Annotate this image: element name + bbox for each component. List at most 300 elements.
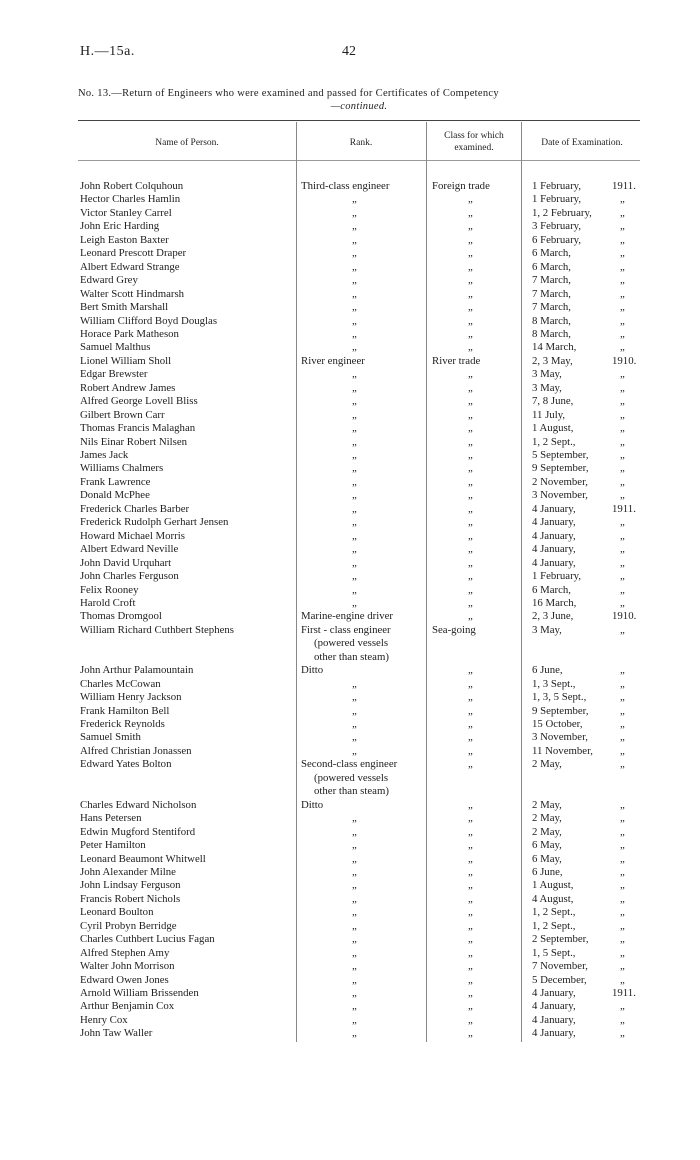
person-name: Arnold William Brissenden (80, 987, 199, 999)
date-cell: 3 May, (532, 381, 562, 394)
rank-cell: „ (352, 987, 357, 999)
person-name: Charles Edward Nicholson (80, 798, 197, 811)
rank-cell: „ (352, 960, 357, 973)
year-cell: „ (620, 247, 625, 260)
class-cell: „ (468, 892, 473, 905)
rank-cell: „ (352, 812, 357, 825)
date-cell: 1 February, (532, 180, 582, 192)
person-name: William Henry Jackson (80, 691, 182, 704)
year-cell: „ (620, 906, 625, 919)
class-cell: „ (468, 933, 473, 946)
year-cell: „ (620, 368, 625, 381)
date-cell: 1 February, (532, 193, 582, 206)
person-name: Edward Grey (80, 274, 138, 287)
person-name: Hans Petersen (80, 812, 142, 825)
date-cell: 1, 2 Sept., (532, 919, 576, 932)
person-name: Albert Edward Neville (80, 543, 179, 556)
column-header-name: Name of Person. (155, 138, 219, 148)
class-cell: „ (468, 691, 473, 704)
person-name: Frederick Rudolph Gerhart Jensen (80, 516, 229, 529)
class-cell: „ (468, 435, 473, 448)
person-name: John Taw Waller (80, 1027, 153, 1040)
rank-cell: First - class engineer (301, 623, 391, 636)
person-name: Edward Yates Bolton (80, 758, 172, 771)
year-cell: „ (620, 475, 625, 488)
year-cell: „ (620, 193, 625, 206)
year-cell: „ (620, 718, 625, 730)
rank-cell: Ditto (301, 664, 324, 677)
date-cell: 4 January, (532, 529, 576, 542)
year-cell: „ (620, 879, 625, 892)
person-name: Alfred Stephen Amy (80, 946, 170, 959)
year-cell: „ (620, 556, 625, 569)
year-cell: „ (620, 812, 625, 825)
year-cell: „ (620, 274, 625, 287)
class-cell: „ (468, 206, 473, 219)
date-cell: 3 November, (532, 489, 588, 502)
class-cell: „ (468, 960, 473, 973)
year-cell: „ (620, 933, 625, 946)
class-cell: River trade (432, 354, 481, 367)
person-name: Edwin Mugford Stentiford (80, 825, 196, 838)
year-cell: „ (620, 691, 625, 704)
person-name: John David Urquhart (80, 556, 172, 569)
year-cell: „ (620, 919, 625, 932)
date-cell: 6 March, (532, 583, 571, 596)
person-name: Peter Hamilton (80, 839, 146, 852)
rank-cell: „ (352, 260, 357, 273)
person-name: Howard Michael Morris (80, 529, 185, 542)
rank-cell: „ (352, 287, 357, 300)
class-cell: „ (468, 906, 473, 919)
person-name: Leonard Boulton (80, 906, 154, 919)
person-name: Edward Owen Jones (80, 973, 169, 986)
class-cell: „ (468, 677, 473, 690)
year-cell: „ (620, 327, 625, 340)
date-cell: 1, 5 Sept., (532, 946, 576, 959)
date-cell: 2 September, (532, 933, 589, 946)
class-cell: „ (468, 1027, 473, 1040)
person-name: Frank Lawrence (80, 475, 151, 488)
rank-cell: „ (352, 919, 357, 932)
class-cell: „ (468, 718, 473, 730)
class-cell: Foreign trade (432, 180, 490, 192)
year-cell: „ (620, 220, 625, 233)
class-cell: „ (468, 758, 473, 771)
class-cell: „ (468, 543, 473, 556)
rank-cell: „ (352, 879, 357, 892)
date-cell: 1, 2 Sept., (532, 435, 576, 448)
rank-cell: „ (352, 933, 357, 946)
class-cell: „ (468, 462, 473, 475)
person-name: Walter Scott Hindmarsh (80, 287, 185, 300)
rank-cell: „ (352, 973, 357, 986)
date-cell: 3 May, (532, 368, 562, 381)
person-name: Bert Smith Marshall (80, 301, 169, 314)
column-header-class: Class for which examined. (444, 131, 504, 153)
rank-cell: „ (352, 570, 357, 583)
rank-cell: „ (352, 1000, 357, 1013)
rank-cell: Marine-engine driver (301, 610, 394, 623)
date-cell: 4 January, (532, 1013, 576, 1026)
person-name: Gilbert Brown Carr (80, 408, 165, 421)
date-cell: 2 November, (532, 475, 588, 488)
rank-cell: „ (352, 233, 357, 246)
person-name: Alfred George Lovell Bliss (80, 395, 198, 408)
date-cell: 15 October, (532, 718, 583, 730)
person-name: Felix Rooney (80, 583, 139, 596)
rank-cell: „ (352, 946, 357, 959)
date-cell: 6 March, (532, 260, 571, 273)
rank-cell: „ (352, 435, 357, 448)
person-name: Harold Croft (80, 596, 136, 609)
date-cell: 4 August, (532, 892, 574, 905)
class-cell: „ (468, 1013, 473, 1026)
top-rule (78, 120, 640, 121)
rank-cell: „ (352, 247, 357, 260)
date-cell: 7 March, (532, 274, 571, 287)
class-cell: „ (468, 381, 473, 394)
class-cell: „ (468, 301, 473, 314)
date-cell: 14 March, (532, 341, 577, 354)
year-cell: „ (620, 946, 625, 959)
class-cell: „ (468, 274, 473, 287)
person-name: William Clifford Boyd Douglas (80, 314, 218, 327)
class-cell: „ (468, 946, 473, 959)
rank-cell: „ (352, 314, 357, 327)
class-cell: „ (468, 610, 473, 623)
rank-cell: „ (352, 516, 357, 529)
date-cell: 4 January, (532, 516, 576, 529)
rank-cell: Second-class engineer (301, 758, 398, 771)
person-name: John Lindsay Ferguson (80, 879, 181, 892)
class-cell: „ (468, 247, 473, 260)
class-cell: „ (468, 529, 473, 542)
year-cell: „ (620, 731, 625, 744)
class-cell: „ (468, 973, 473, 986)
date-cell: 1, 2 Sept., (532, 906, 576, 919)
table-title (78, 87, 640, 113)
rank-cell: „ (352, 529, 357, 542)
year-cell: „ (620, 758, 625, 771)
person-name: Charles McCowan (80, 677, 161, 690)
person-name: Charles Cuthbert Lucius Fagan (80, 933, 215, 946)
person-name: Lionel William Sholl (80, 354, 172, 367)
rank-cell: „ (352, 839, 357, 852)
year-cell: „ (620, 206, 625, 219)
rank-cell: Third-class engineer (301, 180, 390, 192)
year-cell: „ (620, 583, 625, 596)
table-title-continued: —continued. (330, 101, 388, 112)
class-cell: „ (468, 664, 473, 677)
person-name: Thomas Dromgool (80, 610, 162, 623)
date-cell: 7 March, (532, 287, 571, 300)
year-cell: „ (620, 516, 625, 529)
rank-cell: „ (352, 301, 357, 314)
rank-cell-continued: (powered vessels (314, 771, 389, 784)
column-divider (521, 122, 522, 1042)
class-cell: „ (468, 193, 473, 206)
date-cell: 1, 3, 5 Sept., (532, 691, 587, 704)
person-name: John Robert Colquhoun (80, 180, 184, 192)
person-name: Frederick Reynolds (80, 718, 165, 730)
date-cell: 1 February, (532, 570, 582, 583)
year-cell: „ (620, 865, 625, 878)
year-cell: „ (620, 529, 625, 542)
rank-cell: „ (352, 368, 357, 381)
year-cell: „ (620, 623, 625, 636)
person-name: Nils Einar Robert Nilsen (80, 435, 188, 448)
rank-cell-continued: (powered vessels (314, 637, 389, 650)
class-cell: „ (468, 987, 473, 999)
year-cell: „ (620, 408, 625, 421)
class-cell: „ (468, 233, 473, 246)
date-cell: 2 May, (532, 758, 562, 771)
rank-cell: „ (352, 381, 357, 394)
date-cell: 16 March, (532, 596, 577, 609)
date-cell: 5 September, (532, 449, 589, 461)
rank-cell: „ (352, 865, 357, 878)
rank-cell: „ (352, 1013, 357, 1026)
person-name: Edgar Brewster (80, 368, 148, 381)
date-cell: 7 March, (532, 301, 571, 314)
person-name: Walter John Morrison (80, 960, 175, 973)
year-cell: „ (620, 395, 625, 408)
year-cell: „ (620, 489, 625, 502)
rank-cell: „ (352, 327, 357, 340)
class-cell: „ (468, 744, 473, 757)
person-name: Henry Cox (80, 1013, 128, 1026)
date-cell: 11 November, (532, 744, 593, 757)
person-name: Samuel Smith (80, 731, 141, 744)
date-cell: 9 September, (532, 704, 589, 717)
year-cell: „ (620, 1013, 625, 1026)
person-name: Leigh Easton Baxter (80, 233, 169, 246)
year-cell: „ (620, 744, 625, 757)
year-cell: „ (620, 570, 625, 583)
person-name: Donald McPhee (80, 489, 150, 502)
year-cell: „ (620, 287, 625, 300)
class-cell: „ (468, 798, 473, 811)
class-cell: „ (468, 825, 473, 838)
date-cell: 6 February, (532, 233, 582, 246)
person-name: John Arthur Palamountain (80, 664, 194, 677)
rank-cell: „ (352, 731, 357, 744)
person-name: Francis Robert Nichols (80, 892, 181, 905)
class-cell: „ (468, 327, 473, 340)
class-cell: „ (468, 422, 473, 435)
rank-cell: „ (352, 583, 357, 596)
date-cell: 4 January, (532, 543, 576, 556)
date-cell: 2, 3 May, (532, 354, 573, 367)
page-number: 42 (342, 44, 356, 59)
year-cell: „ (620, 839, 625, 852)
date-cell: 3 May, (532, 623, 562, 636)
date-cell: 7, 8 June, (532, 395, 574, 408)
class-cell: „ (468, 879, 473, 892)
year-cell: „ (620, 233, 625, 246)
year-cell: „ (620, 1027, 625, 1040)
class-cell: „ (468, 865, 473, 878)
year-cell: 1911. (612, 180, 636, 192)
year-cell: „ (620, 543, 625, 556)
class-cell: Sea-going (432, 623, 476, 636)
rank-cell: „ (352, 596, 357, 609)
date-cell: 3 November, (532, 731, 588, 744)
class-cell: „ (468, 449, 473, 461)
rank-cell: „ (352, 704, 357, 717)
person-name: Albert Edward Strange (80, 260, 180, 273)
class-cell: „ (468, 260, 473, 273)
class-cell: „ (468, 368, 473, 381)
rank-cell: „ (352, 852, 357, 865)
year-cell: „ (620, 260, 625, 273)
person-name: Cyril Probyn Berridge (80, 919, 177, 932)
person-name: Samuel Malthus (80, 341, 151, 354)
date-cell: 2 May, (532, 798, 562, 811)
class-cell: „ (468, 408, 473, 421)
rank-cell: „ (352, 206, 357, 219)
rank-cell: „ (352, 462, 357, 475)
year-cell: „ (620, 852, 625, 865)
class-cell: „ (468, 341, 473, 354)
rank-cell: „ (352, 906, 357, 919)
person-name: Hector Charles Hamlin (80, 193, 181, 206)
class-cell: „ (468, 395, 473, 408)
date-cell: 8 March, (532, 327, 571, 340)
column-divider (426, 122, 427, 1042)
person-name: Thomas Francis Malaghan (80, 422, 196, 435)
rank-cell: „ (352, 475, 357, 488)
class-cell: „ (468, 314, 473, 327)
date-cell: 4 January, (532, 1027, 576, 1040)
document-reference: H.—15a. (80, 44, 135, 59)
person-name: Victor Stanley Carrel (80, 206, 172, 219)
year-cell: „ (620, 341, 625, 354)
person-name: Williams Chalmers (80, 462, 164, 475)
class-cell: „ (468, 731, 473, 744)
date-cell: 1 August, (532, 422, 574, 435)
date-cell: 4 January, (532, 987, 576, 999)
rank-cell: Ditto (301, 798, 324, 811)
date-cell: 6 March, (532, 247, 571, 260)
year-cell: „ (620, 462, 625, 475)
class-cell: „ (468, 220, 473, 233)
class-cell: „ (468, 475, 473, 488)
year-cell: „ (620, 449, 625, 461)
class-cell: „ (468, 516, 473, 529)
class-cell: „ (468, 596, 473, 609)
date-cell: 11 July, (532, 408, 566, 421)
class-cell: „ (468, 812, 473, 825)
class-cell: „ (468, 583, 473, 596)
date-cell: 6 June, (532, 664, 563, 677)
rank-cell: „ (352, 691, 357, 704)
person-name: Leonard Beaumont Whitwell (80, 852, 206, 865)
person-name: Leonard Prescott Draper (80, 247, 187, 260)
rank-cell: „ (352, 395, 357, 408)
date-cell: 1 August, (532, 879, 574, 892)
year-cell: „ (620, 422, 625, 435)
year-cell: „ (620, 301, 625, 314)
year-cell: 1910. (612, 610, 637, 623)
date-cell: 3 February, (532, 220, 582, 233)
date-cell: 1, 2 February, (532, 206, 592, 219)
rank-cell: „ (352, 556, 357, 569)
person-name: Alfred Christian Jonassen (80, 744, 192, 757)
date-cell: 6 May, (532, 839, 562, 852)
rank-cell: „ (352, 1027, 357, 1040)
year-cell: „ (620, 960, 625, 973)
year-cell: 1911. (612, 987, 636, 999)
date-cell: 6 June, (532, 865, 563, 878)
date-cell: 2 May, (532, 812, 562, 825)
year-cell: „ (620, 704, 625, 717)
year-cell: „ (620, 892, 625, 905)
person-name: John Alexander Milne (80, 865, 176, 878)
year-cell: „ (620, 973, 625, 986)
date-cell: 4 January, (532, 502, 576, 515)
date-cell: 7 November, (532, 960, 588, 973)
rank-cell: „ (352, 718, 357, 730)
column-header-date: Date of Examination. (541, 138, 623, 148)
year-cell: „ (620, 677, 625, 690)
rank-cell: „ (352, 449, 357, 461)
rank-cell: „ (352, 744, 357, 757)
class-cell: „ (468, 489, 473, 502)
rank-cell: River engineer (301, 354, 365, 367)
class-cell: „ (468, 852, 473, 865)
date-cell: 2 May, (532, 825, 562, 838)
person-name: Frederick Charles Barber (80, 502, 190, 515)
class-cell: „ (468, 839, 473, 852)
rank-cell: „ (352, 825, 357, 838)
rank-cell: „ (352, 489, 357, 502)
header-rule (78, 160, 640, 161)
year-cell: 1911. (612, 502, 636, 515)
date-cell: 4 January, (532, 556, 576, 569)
person-name: John Eric Harding (80, 220, 160, 233)
rank-cell: „ (352, 193, 357, 206)
rank-cell: „ (352, 892, 357, 905)
year-cell: „ (620, 1000, 625, 1013)
year-cell: „ (620, 381, 625, 394)
year-cell: „ (620, 798, 625, 811)
class-cell: „ (468, 287, 473, 300)
person-name: Robert Andrew James (80, 381, 176, 394)
year-cell: „ (620, 664, 625, 677)
date-cell: 2, 3 June, (532, 610, 574, 623)
class-cell: „ (468, 1000, 473, 1013)
class-cell: „ (468, 704, 473, 717)
date-cell: 5 December, (532, 973, 587, 986)
year-cell: „ (620, 435, 625, 448)
class-cell: „ (468, 919, 473, 932)
rank-cell: „ (352, 408, 357, 421)
date-cell: 9 September, (532, 462, 589, 475)
person-name: Frank Hamilton Bell (80, 704, 170, 717)
class-cell: „ (468, 570, 473, 583)
person-name: Arthur Benjamin Cox (80, 1000, 175, 1013)
person-name: Horace Park Matheson (80, 327, 179, 340)
date-cell: 4 January, (532, 1000, 576, 1013)
column-header-rank: Rank. (349, 138, 373, 148)
rank-cell: „ (352, 422, 357, 435)
table-title-line: No. 13.—Return of Engineers who were examined and passed for Certificates of Competency (78, 88, 499, 99)
date-cell: 8 March, (532, 314, 571, 327)
year-cell: „ (620, 314, 625, 327)
person-name: James Jack (80, 449, 129, 461)
